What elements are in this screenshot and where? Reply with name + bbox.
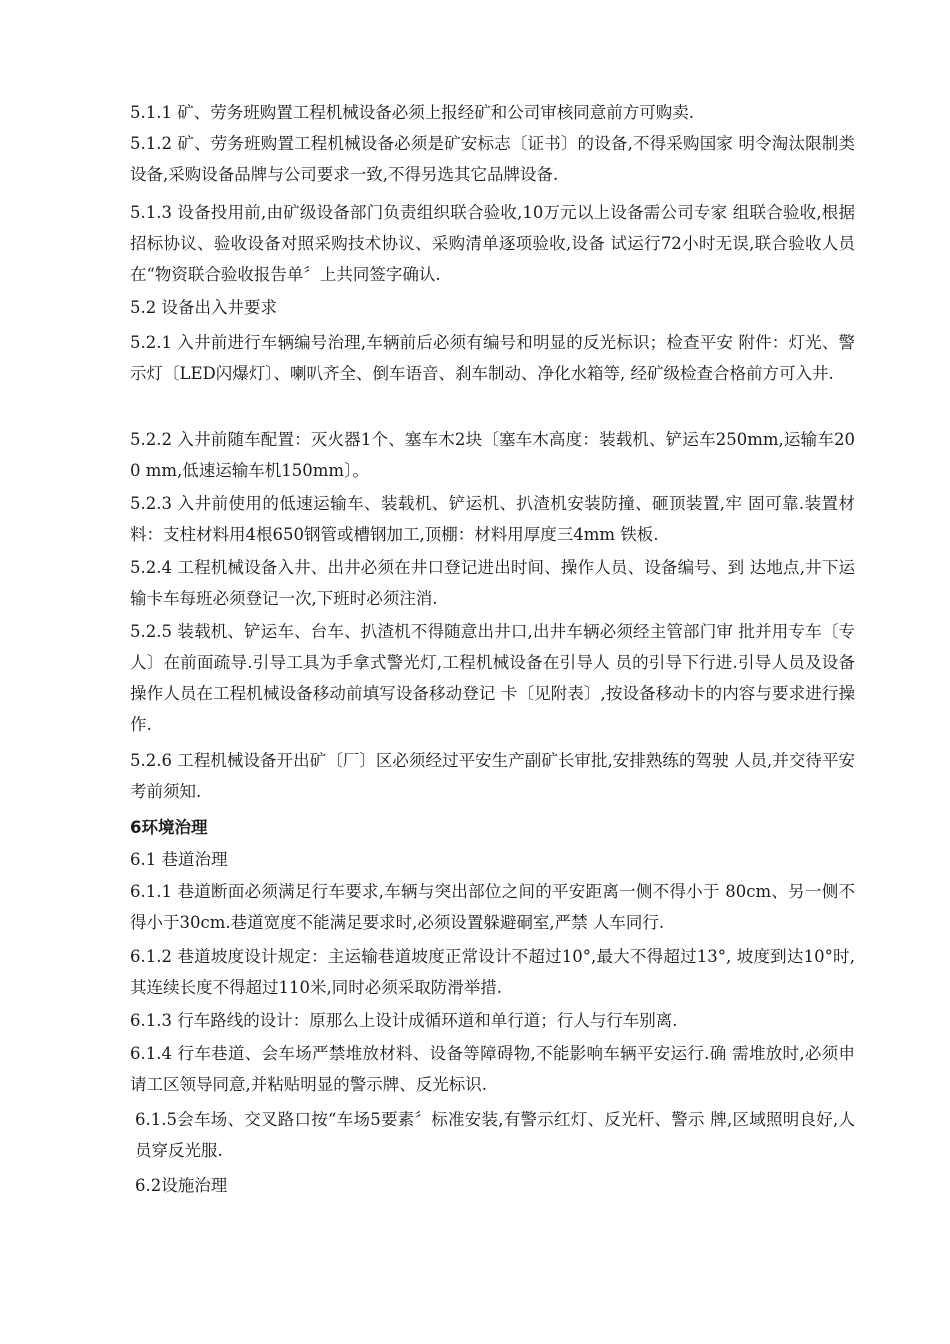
section-title-6-2: 6.2设施治理 xyxy=(135,1176,228,1195)
section-title-6-1: 6.1 巷道治理 xyxy=(130,850,228,869)
paragraph-5-2-5: 5.2.5 装载机、铲运车、台车、扒渣机不得随意出井口,出井车辆必须经主管部门审 批并用专车〔专人〕在前面疏导.引导工具为手拿式警光灯,工程机械设备在引导人 员的引导下行进.引导人员及设备操作人员在工程机械设备移动前填写设备移动登记 卡〔见附表〕,按设备移动卡的内容与要求进行操作. xyxy=(130,622,855,734)
paragraph-6-1-3: 6.1.3 行车路线的设计：原那么上设计成循环道和单行道；行人与行车别离. xyxy=(130,1011,678,1030)
section-title-5-2: 5.2 设备出入井要求 xyxy=(130,298,277,317)
paragraph-6-1-2: 6.1.2 巷道坡度设计规定：主运输巷道坡度正常设计不超过10°,最大不得超过13°, 坡度到达10°时,其连续长度不得超过110米,同时必须采取防滑举措. xyxy=(130,947,855,997)
paragraph-5-2-1: 5.2.1 入井前进行车辆编号治理,车辆前后必须有编号和明显的反光标识；检查平安 附件：灯光、警示灯〔LED闪爆灯〕、喇叭齐全、倒车语音、刹车制动、净化水箱等, 经矿级检查合格前方可入井. xyxy=(130,333,855,383)
paragraph-5-2-4: 5.2.4 工程机械设备入井、出井必须在井口登记进出时间、操作人员、设备编号、到 达地点,井下运输卡车每班必须登记一次,下班时必须注消. xyxy=(130,558,855,608)
paragraph-6-1-4: 6.1.4 行车巷道、会车场严禁堆放材料、设备等障碍物,不能影响车辆平安运行.确 需堆放时,必须申请工区领导同意,并粘贴明显的警示牌、反光标识. xyxy=(130,1044,855,1094)
paragraph-5-2-6: 5.2.6 工程机械设备开出矿〔厂〕区必须经过平安生产副矿长审批,安排熟练的驾驶 人员,并交待平安考前须知. xyxy=(130,751,855,801)
paragraph-5-2-3: 5.2.3 入井前使用的低速运输车、装载机、铲运机、扒渣机安装防撞、砸顶装置,牢 固可靠.装置材料：支柱材料用4根650钢管或槽钢加工,顶棚：材料用厚度三4mm 铁板. xyxy=(130,494,855,544)
paragraph-6-1-5: 6.1.5会车场、交叉路口按“车场5要素〞标准安装,有警示红灯、反光杆、警示 牌,区域照明良好,人员穿反光服. xyxy=(135,1110,855,1160)
paragraph-5-1-2: 5.1.2 矿、劳务班购置工程机械设备必须是矿安标志〔证书〕的设备,不得采购国家 明令淘汰限制类设备,采购设备品牌与公司要求一致,不得另选其它品牌设备. xyxy=(130,134,855,184)
paragraph-5-2-2: 5.2.2 入井前随车配置：灭火器1个、塞车木2块〔塞车木高度：装载机、铲运车250mm,运输车200 mm,低速运输车机150mm〕。 xyxy=(130,430,855,480)
paragraph-5-1-3: 5.1.3 设备投用前,由矿级设备部门负责组织联合验收,10万元以上设备需公司专家 组联合验收,根据招标协议、验收设备对照采购技术协议、采购清单逐项验收,设备 试运行72小时无误,联合验收人员在“物资联合验收报告单〞上共同签字确认. xyxy=(130,203,855,284)
paragraph-6-1-1: 6.1.1 巷道断面必须满足行车要求,车辆与突出部位之间的平安距离一侧不得小于 80cm、另一侧不得小于30cm.巷道宽度不能满足要求时,必须设置躲避硐室,严禁 人车同行. xyxy=(130,882,855,932)
section-heading-6: 6环境治理 xyxy=(130,818,208,837)
paragraph-5-1-1: 5.1.1 矿、劳务班购置工程机械设备必须上报经矿和公司审核同意前方可购卖. xyxy=(130,103,694,122)
